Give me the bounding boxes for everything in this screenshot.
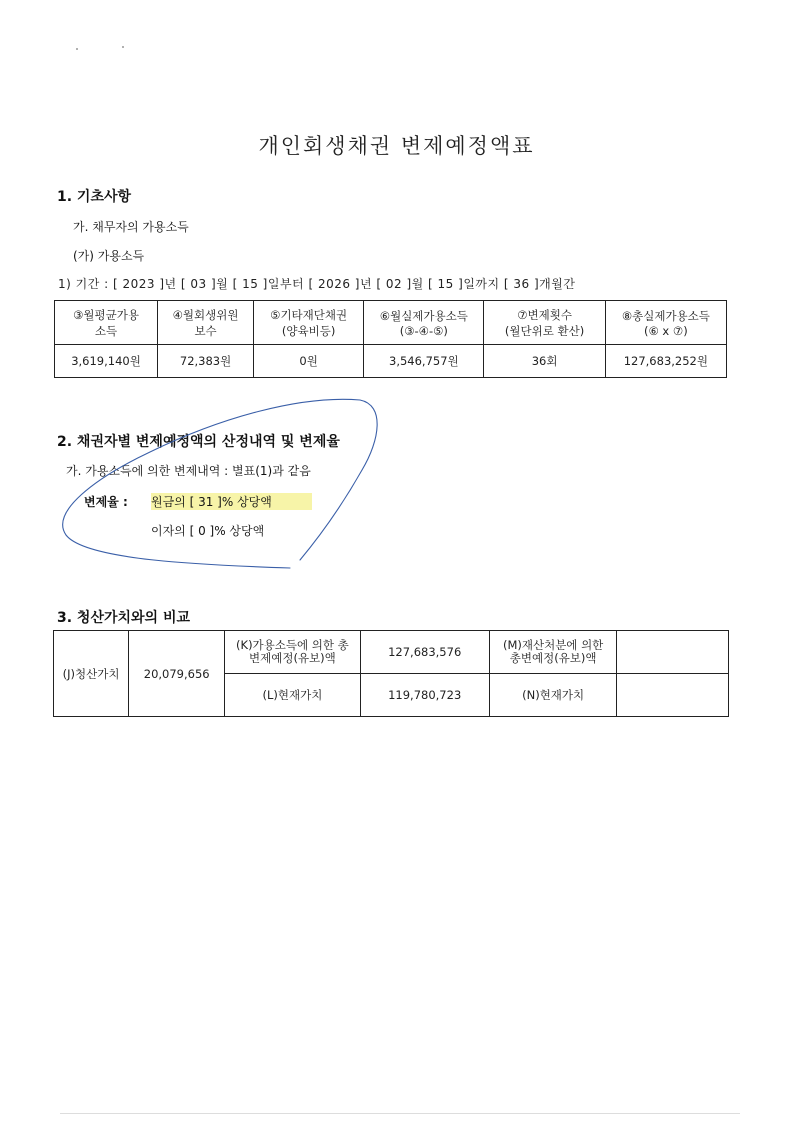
value-net-monthly-income: 3,546,757원 (364, 345, 484, 378)
m-value (617, 631, 729, 674)
document-title: 개인회생채권 변제예정액표 (258, 134, 535, 158)
value-other-claims: 0원 (254, 345, 364, 378)
m-label-line: (M)재산처분에 의한 (502, 638, 604, 652)
header-line: ⑧총실제가용소득 (621, 308, 710, 323)
liquidation-comparison-table (53, 630, 729, 717)
j-value: 20,079,656 (129, 631, 225, 717)
header-line: 보수 (194, 323, 217, 338)
value-total-income: 127,683,252원 (605, 345, 726, 378)
header-line: (양육비등) (281, 323, 336, 338)
k-value: 127,683,576 (360, 631, 489, 674)
value-trustee-fee: 72,383원 (158, 345, 254, 378)
n-label: (N)현재가치 (489, 674, 617, 717)
k-label-line: (K)가용소득에 의한 총 (236, 638, 349, 652)
section-1-heading: 1. 기초사항 (57, 189, 132, 205)
value-payment-count: 36회 (484, 345, 605, 378)
l-value: 119,780,723 (360, 674, 489, 717)
value-monthly-avg-income: 3,619,140원 (55, 345, 158, 378)
n-value (617, 674, 729, 717)
header-line: ④월회생위원 (172, 307, 239, 322)
header-line: ⑥월실제가용소득 (379, 308, 468, 323)
header-line: (③-④-⑤) (399, 323, 448, 338)
section-2-sub-a: 가. 가용소득에 의한 변제내역 : 별표(1)과 같음 (66, 464, 311, 478)
period-line: 1) 기간 : [ 2023 ]년 [ 03 ]월 [ 15 ]일부터 [ 2026 ]년 [ 02 ]월 [ 15 ]일까지 [ 36 ]개월간 (58, 277, 576, 291)
header-line: ⑤기타재단채권 (270, 307, 348, 322)
m-label-line: 총변예정(유보)액 (509, 651, 597, 665)
j-label: (J)청산가치 (54, 631, 129, 717)
header-line: ⑦변제횟수 (517, 307, 572, 322)
header-line: (⑥ x ⑦) (643, 323, 688, 338)
header-line: ③월평균가용 (73, 307, 139, 322)
section-1-sub-a: 가. 채무자의 가용소득 (73, 220, 189, 234)
k-label-line: 변제예정(유보)액 (249, 651, 336, 665)
header-line: (월단위로 환산) (504, 323, 585, 338)
l-label: (L)현재가치 (225, 674, 360, 717)
section-3-heading: 3. 청산가치와의 비교 (57, 610, 190, 626)
section-1-sub-b: (가) 가용소득 (73, 249, 145, 263)
rate-principal: 원금의 [ 31 ]% 상당액 (151, 493, 312, 510)
rate-interest: 이자의 [ 0 ]% 상당액 (151, 524, 265, 538)
header-line: 소득 (94, 323, 118, 338)
m-label (489, 631, 617, 674)
section-2-heading: 2. 채권자별 변제예정액의 산정내역 및 변제율 (57, 434, 340, 450)
rate-label: 변제율 : (84, 495, 128, 509)
k-label (225, 631, 360, 674)
scan-edge-line (60, 1113, 740, 1114)
